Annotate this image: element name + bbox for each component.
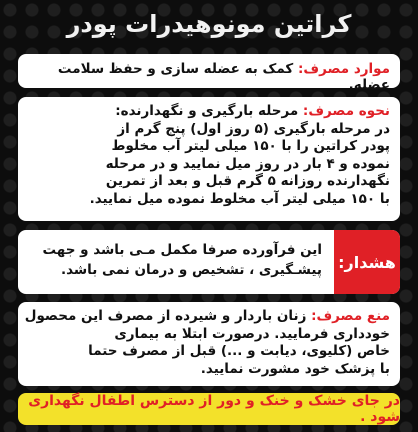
usage-text: کمک به عضله سازی و حفظ سلامت عضله. (57, 61, 390, 93)
contraindication-label: منع مصرف: (311, 308, 390, 324)
usage-label: موارد مصرف: (298, 61, 390, 77)
product-title: کراتین مونوهیدرات پودر (66, 10, 352, 38)
warning-line-0: این فرآورده صرفا مکمل مـی باشد و جهت (42, 242, 322, 258)
method-label: نحوه مصرف: (302, 103, 390, 119)
contraindication-line-0: زنان باردار و شیرده از مصرف این محصول (24, 308, 307, 324)
warning-card (18, 230, 400, 294)
usage-card (18, 54, 400, 93)
method-line-5: با ۱۵۰ میلی لیتر آب مخلوط نموده میل نمایید. (89, 190, 390, 207)
warning-label: هشدار: (334, 230, 400, 294)
warning-line-1: پیشـگیری ، تشخیص و درمان نمی باشد. (60, 262, 322, 278)
method-line-1: در مرحله بارگیری (۵ روز اول) پنج گرم از (117, 120, 390, 137)
method-line-3: نموده و ۴ بار در روز میل نمایید و در مرحله (105, 155, 390, 172)
contraindication-line-1: خودداری فرمایید. درصورت ابتلا به بیماری (114, 325, 390, 342)
method-card (18, 97, 400, 221)
storage-notice: در جای خشک و خنک و دور از دسترس اطفال نگهداری شود . (18, 393, 400, 425)
contraindication-line-3: با پزشک خود مشورت نمایید. (200, 360, 390, 377)
contraindication-line-2: خاص (کلیوی، دیابت و ...) قبل از مصرف حتما (88, 343, 390, 359)
method-line-2: پودر کراتین را با ۱۵۰ میلی لیتر آب مخلوط (111, 138, 390, 154)
method-line-0: مرحله بارگیری و نگهدارنده: (115, 103, 299, 119)
contraindication-card (18, 302, 400, 386)
method-line-4: نگهدارنده روزانه ۵ گرم قبل و بعد از تمرین (105, 173, 390, 189)
